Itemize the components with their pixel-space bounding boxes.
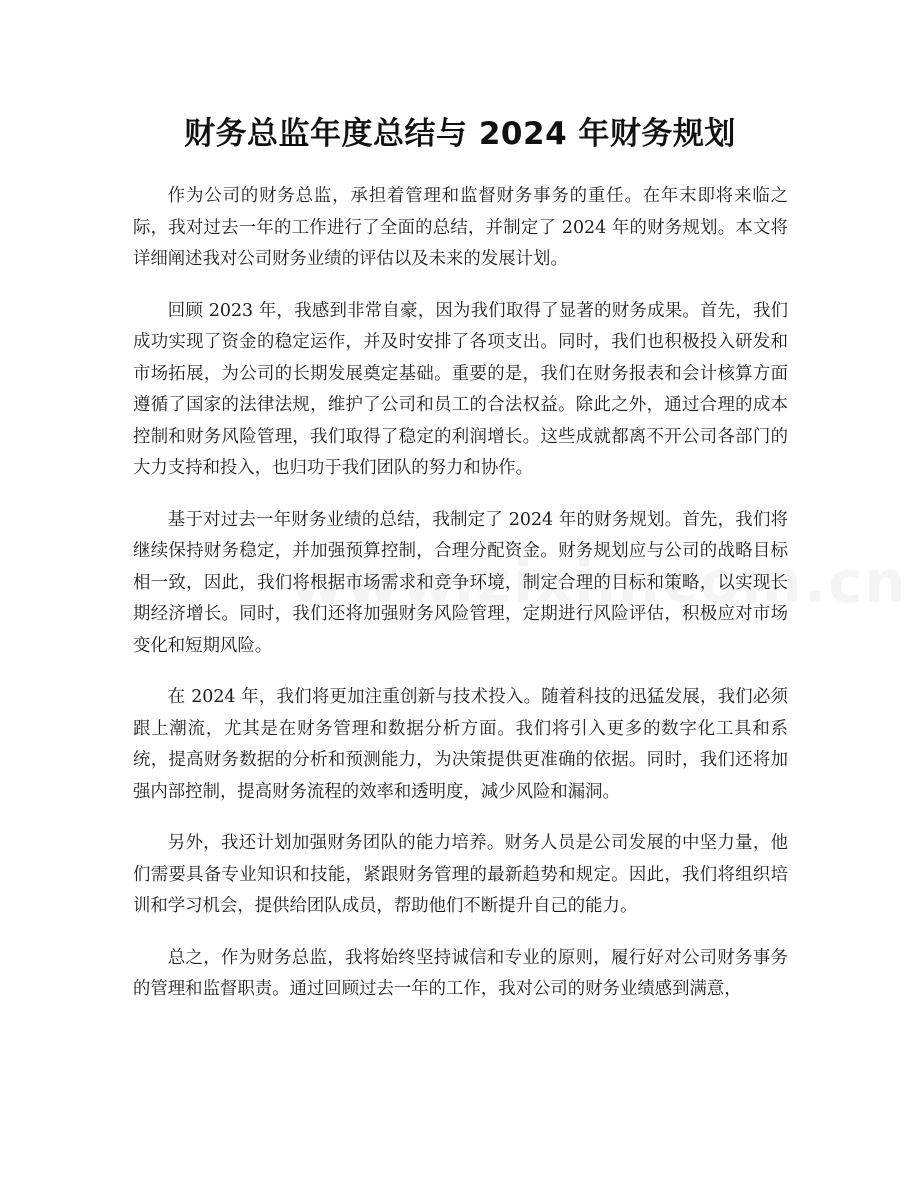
paragraph: 作为公司的财务总监，承担着管理和监督财务事务的重任。在年末即将来临之际，我对过去一年的工作进行了全面的总结，并制定了 2024 年的财务规划。本文将详细阐述我对公司财务业绩的评估以及未来的发展计划。	[133, 186, 788, 269]
paragraph: 在 2024 年，我们将更加注重创新与技术投入。随着科技的迅猛发展，我们必须跟上潮流，尤其是在财务管理和数据分析方面。我们将引入更多的数字化工具和系统，提高财务数据的分析和预测能力，为决策提供更准确的依据。同时，我们还将加强内部控制，提高财务流程的效率和透明度，减少风险和漏洞。	[133, 687, 788, 802]
document-body	[133, 181, 788, 1026]
paragraph: 另外，我还计划加强财务团队的能力培养。财务人员是公司发展的中坚力量，他们需要具备专业知识和技能，紧跟财务管理的最新趋势和规定。因此，我们将组织培训和学习机会，提供给团队成员，帮助他们不断提升自己的能力。	[133, 833, 788, 916]
document-title: 财务总监年度总结与 2024 年财务规划	[184, 116, 736, 152]
paragraph: 基于对过去一年财务业绩的总结，我制定了 2024 年的财务规划。首先，我们将继续保持财务稳定，并加强预算控制，合理分配资金。财务规划应与公司的战略目标相一致，因此，我们将根据市场需求和竞争环境，制定合理的目标和策略，以实现长期经济增长。同时，我们还将加强财务风险管理，定期进行风险评估，积极应对市场变化和短期风险。	[133, 509, 788, 656]
paragraph: 回顾 2023 年，我感到非常自豪，因为我们取得了显著的财务成果。首先，我们成功实现了资金的稳定运作，并及时安排了各项支出。同时，我们也积极投入研发和市场拓展，为公司的长期发展奠定基础。重要的是，我们在财务报表和会计核算方面遵循了国家的法律法规，维护了公司和员工的合法权益。除此之外，通过合理的成本控制和财务风险管理，我们取得了稳定的利润增长。这些成就都离不开公司各部门的大力支持和投入，也归功于我们团队的努力和协作。	[133, 300, 788, 478]
paragraph: 总之，作为财务总监，我将始终坚持诚信和专业的原则，履行好对公司财务事务的管理和监督职责。通过回顾过去一年的工作，我对公司的财务业绩感到满意，	[133, 947, 788, 999]
